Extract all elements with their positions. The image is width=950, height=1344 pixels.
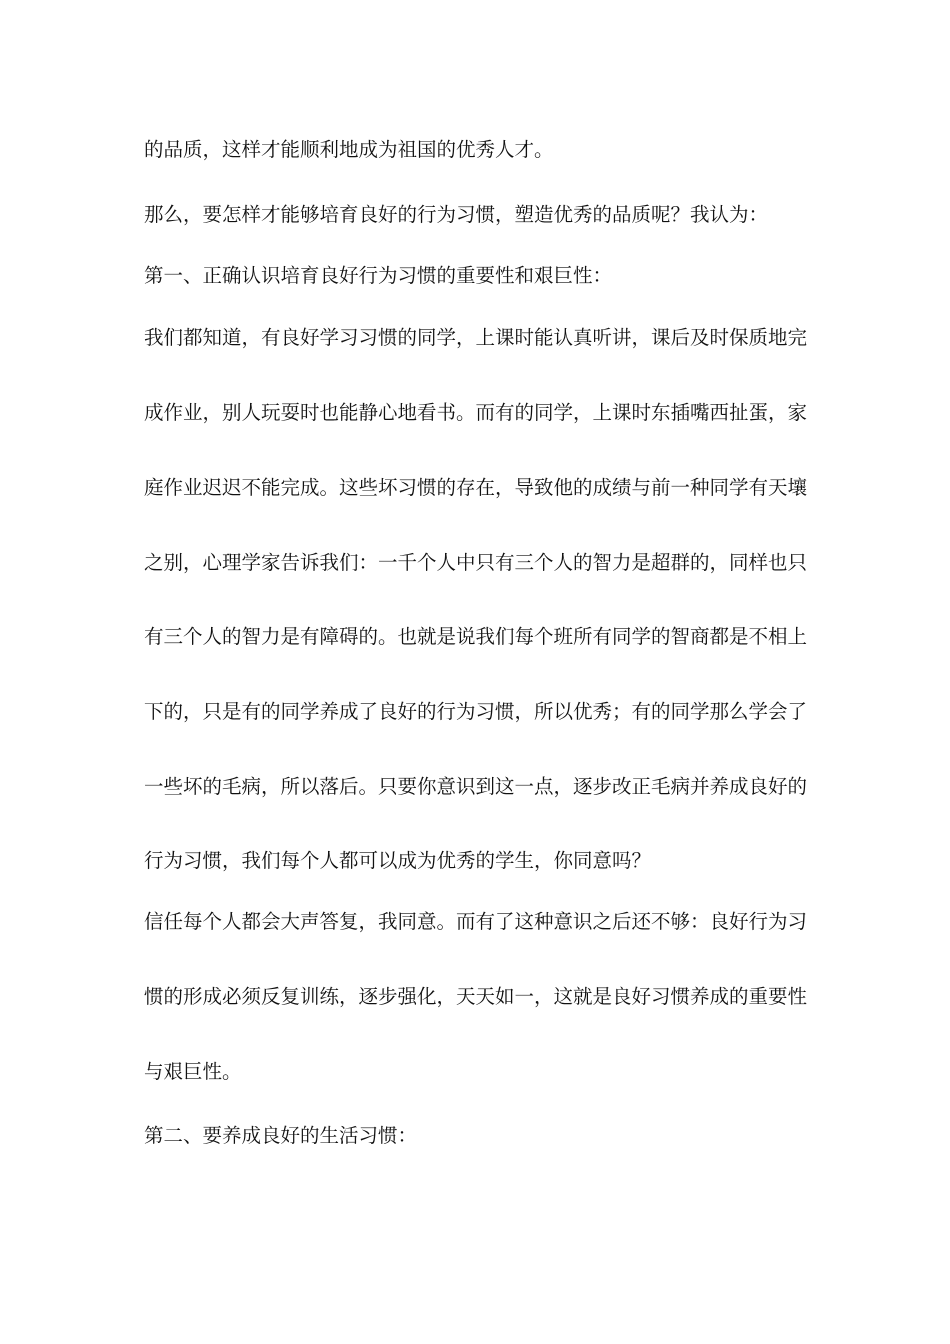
text-line: 惯的形成必须反复训练，逐步强化，天天如一，这就是良好习惯养成的重要性 bbox=[144, 985, 808, 1008]
text-line: 行为习惯，我们每个人都可以成为优秀的学生，你同意吗？ bbox=[144, 849, 652, 872]
text-line: 与艰巨性。 bbox=[144, 1060, 242, 1083]
text-line: 一些坏的毛病，所以落后。只要你意识到这一点，逐步改正毛病并养成良好的 bbox=[144, 775, 808, 798]
text-line: 庭作业迟迟不能完成。这些坏习惯的存在，导致他的成绩与前一种同学有天壤 bbox=[144, 476, 808, 499]
section-heading: 第二、要养成良好的生活习惯： bbox=[144, 1124, 418, 1147]
section-heading: 第一、正确认识培育良好行为习惯的重要性和艰巨性： bbox=[144, 264, 613, 287]
text-line: 下的，只是有的同学养成了良好的行为习惯，所以优秀；有的同学那么学会了 bbox=[144, 700, 808, 723]
text-line: 成作业，别人玩耍时也能静心地看书。而有的同学，上课时东插嘴西扯蛋，家 bbox=[144, 401, 808, 424]
text-line: 我们都知道，有良好学习习惯的同学，上课时能认真听讲，课后及时保质地完 bbox=[144, 326, 808, 349]
text-line: 那么，要怎样才能够培育良好的行为习惯，塑造优秀的品质呢？我认为： bbox=[144, 203, 769, 226]
text-line: 有三个人的智力是有障碍的。也就是说我们每个班所有同学的智商都是不相上 bbox=[144, 625, 808, 648]
text-line: 的品质，这样才能顺利地成为祖国的优秀人才。 bbox=[144, 138, 554, 161]
text-line: 之别，心理学家告诉我们：一千个人中只有三个人的智力是超群的，同样也只 bbox=[144, 551, 808, 574]
text-line: 信任每个人都会大声答复，我同意。而有了这种意识之后还不够：良好行为习 bbox=[144, 910, 808, 933]
